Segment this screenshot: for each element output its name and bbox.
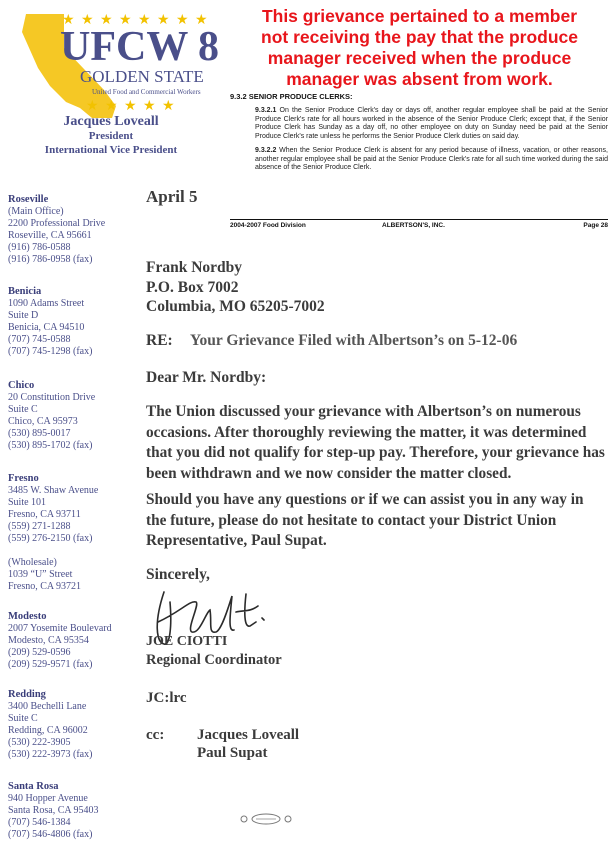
office-line: Suite 101 bbox=[8, 497, 47, 508]
office-line: 3400 Bechelli Lane bbox=[8, 701, 87, 712]
closing: Sincerely, bbox=[146, 566, 210, 583]
vice-president-title: International Vice President bbox=[44, 144, 178, 156]
office-line: (916) 786-0958 (fax) bbox=[8, 254, 93, 265]
office-line: (707) 546-1384 bbox=[8, 817, 71, 828]
office-city: Modesto bbox=[8, 611, 47, 622]
office-line: (530) 222-3905 bbox=[8, 737, 71, 748]
office-city: Roseville bbox=[8, 194, 49, 205]
paragraph-text: On the Senior Produce Clerk's day or days off, another regular employee shall be paid at the Senior Produce Clerk's rate for all hours worked in the absence of the Senior Produce Clerk; except that, if the Senior Produce Clerk has Sunday as a day off, no other employee on duty on Sunday need be paid at the Senior Produce Clerk's rate unless he performs the Senior Produce Clerk duties on said day. bbox=[255, 107, 609, 140]
svg-text:★: ★ bbox=[195, 13, 208, 28]
excerpt-footer bbox=[230, 219, 608, 229]
contract-excerpt bbox=[230, 92, 609, 229]
office-redding bbox=[8, 689, 148, 761]
ufcw-logo bbox=[8, 6, 223, 122]
office-line: (559) 276-2150 (fax) bbox=[8, 533, 93, 544]
office-line: Chico, CA 95973 bbox=[8, 416, 78, 427]
office-roseville bbox=[8, 194, 148, 266]
office-line: Suite C bbox=[8, 713, 38, 724]
office-fresno bbox=[8, 473, 148, 593]
office-line: 3485 W. Shaw Avenue bbox=[8, 485, 99, 496]
letterhead-name-block bbox=[0, 113, 222, 158]
footer-mid: ALBERTSON'S, INC. bbox=[382, 222, 445, 229]
office-line: (707) 745-0588 bbox=[8, 334, 71, 345]
svg-text:★: ★ bbox=[119, 13, 132, 28]
office-line: (916) 786-0588 bbox=[8, 242, 71, 253]
body-paragraph-1: The Union discussed your grievance with Albertson’s on numerous occasions. After thoroughly reviewing the matter, it was determined that you did not qualify for step-up pay. Therefore, your grievance has been withdrawn and we now consider the matter closed. bbox=[146, 403, 605, 482]
section-number: 9.3.2.2 bbox=[255, 147, 277, 154]
svg-text:★: ★ bbox=[157, 13, 170, 28]
logo-org: UFCW 8 bbox=[60, 24, 220, 70]
office-line bbox=[8, 545, 148, 557]
office-line: Suite C bbox=[8, 404, 38, 415]
office-line: (530) 895-1702 (fax) bbox=[8, 440, 93, 451]
office-line: Benicia, CA 94510 bbox=[8, 322, 85, 333]
office-line: 1090 Adams Street bbox=[8, 298, 85, 309]
cc-recipient: Jacques Loveall bbox=[197, 727, 300, 743]
svg-text:★: ★ bbox=[138, 13, 151, 28]
note-line: not receiving the pay that the produce bbox=[261, 27, 578, 47]
office-line: (707) 745-1298 (fax) bbox=[8, 346, 93, 357]
svg-text:★: ★ bbox=[86, 99, 99, 114]
re-subject: Your Grievance Filed with Albertson’s on 5-12-06 bbox=[190, 332, 518, 349]
logo-tagline: United Food and Commercial Workers bbox=[92, 88, 201, 96]
office-line: 2200 Professional Drive bbox=[8, 218, 106, 229]
office-city: Santa Rosa bbox=[8, 781, 59, 792]
office-line: (209) 529-9571 (fax) bbox=[8, 659, 93, 670]
section-number: 9.3.2.1 bbox=[255, 107, 277, 114]
re-label: RE: bbox=[146, 332, 173, 349]
president-name: Jacques Loveall bbox=[63, 114, 159, 129]
address-line: Frank Nordby bbox=[146, 259, 243, 276]
president-title: President bbox=[88, 130, 134, 142]
footer-left: 2004-2007 Food Division bbox=[230, 222, 306, 229]
note-line: manager received when the produce bbox=[267, 48, 572, 68]
svg-text:★: ★ bbox=[62, 13, 75, 28]
office-city: Redding bbox=[8, 689, 46, 700]
office-city: Fresno bbox=[8, 473, 39, 484]
office-line: (Main Office) bbox=[8, 206, 64, 217]
office-city: Benicia bbox=[8, 286, 42, 297]
svg-text:★: ★ bbox=[100, 13, 113, 28]
address-line: P.O. Box 7002 bbox=[146, 278, 239, 296]
office-line: (209) 529-0596 bbox=[8, 647, 71, 658]
office-line: Redding, CA 96002 bbox=[8, 725, 88, 736]
svg-text:★: ★ bbox=[162, 99, 175, 114]
office-modesto bbox=[8, 611, 148, 671]
office-line: 20 Constitution Drive bbox=[8, 392, 96, 403]
note-line: manager was absent from work. bbox=[286, 69, 553, 89]
union-bug-logo bbox=[238, 812, 294, 826]
svg-text:★: ★ bbox=[105, 99, 118, 114]
office-city: Chico bbox=[8, 380, 35, 391]
svg-text:★: ★ bbox=[124, 99, 137, 114]
svg-text:★: ★ bbox=[81, 13, 94, 28]
office-line: Fresno, CA 93721 bbox=[8, 581, 82, 592]
signer-name: JOE CIOTTI bbox=[146, 634, 228, 649]
letter-date: April 5 bbox=[146, 187, 198, 206]
office-line: Roseville, CA 95661 bbox=[8, 230, 92, 241]
paragraph-text: When the Senior Produce Clerk is absent for any period because of illness, vacation, or other reasons, another regular employee shall be paid at the Senior Produce Clerk's rate for all such time worked during the said absence of the Senior Produce Clerk. bbox=[255, 147, 608, 171]
office-santa-rosa bbox=[8, 781, 148, 841]
body-paragraph-2: Should you have any questions or if we can assist you in any way in the future, please do not hesitate to contact your District Union Representative, Paul Supat. bbox=[146, 491, 584, 549]
office-line: (Wholesale) bbox=[8, 557, 57, 568]
office-chico bbox=[8, 380, 148, 452]
note-line: This grievance pertained to a member bbox=[261, 6, 578, 26]
office-line: Fresno, CA 93711 bbox=[8, 509, 81, 520]
office-line: 2007 Yosemite Boulevard bbox=[8, 623, 112, 634]
office-benicia bbox=[8, 286, 148, 358]
office-line: (530) 222-3973 (fax) bbox=[8, 749, 93, 760]
office-line: Santa Rosa, CA 95403 bbox=[8, 805, 99, 816]
office-line: (707) 546-4806 (fax) bbox=[8, 829, 93, 840]
office-line: 1039 “U” Street bbox=[8, 569, 73, 580]
footer-right: Page 28 bbox=[583, 222, 608, 229]
excerpt-paragraph-1 bbox=[255, 107, 608, 141]
office-line: (559) 271-1288 bbox=[8, 521, 71, 532]
office-line: (530) 895-0017 bbox=[8, 428, 71, 439]
recipient-address bbox=[146, 258, 325, 317]
office-line: Modesto, CA 95354 bbox=[8, 635, 89, 646]
reference-initials: JC:lrc bbox=[146, 690, 187, 706]
salutation: Dear Mr. Nordby: bbox=[146, 369, 267, 386]
office-line: 940 Hopper Avenue bbox=[8, 793, 88, 804]
grievance-note bbox=[232, 6, 607, 90]
signer-title: Regional Coordinator bbox=[146, 652, 282, 668]
excerpt-paragraph-2 bbox=[255, 147, 608, 173]
svg-text:★: ★ bbox=[143, 99, 156, 114]
cc-label: cc: bbox=[146, 727, 165, 743]
cc-recipient: Paul Supat bbox=[197, 745, 268, 761]
svg-text:★: ★ bbox=[176, 13, 189, 28]
office-line: Suite D bbox=[8, 310, 39, 321]
logo-subtitle: GOLDEN STATE bbox=[80, 67, 204, 86]
address-line: Columbia, MO 65205-7002 bbox=[146, 298, 325, 315]
excerpt-heading: 9.3.2 SENIOR PRODUCE CLERKS: bbox=[230, 92, 353, 101]
